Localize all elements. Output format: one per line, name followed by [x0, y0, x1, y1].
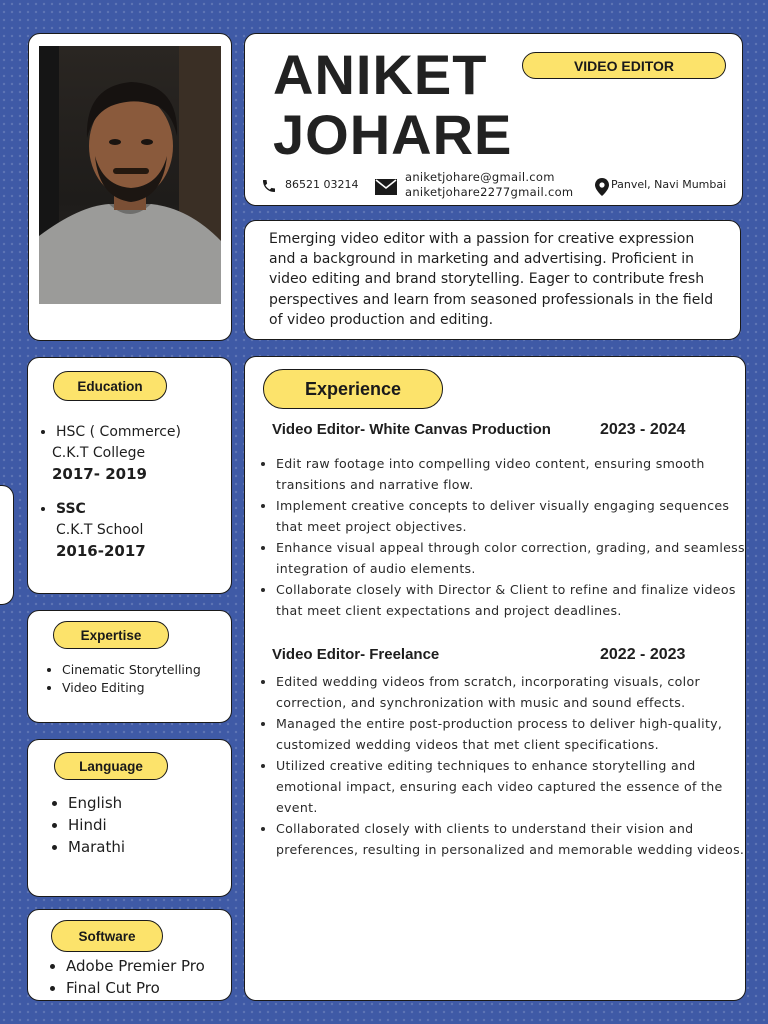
mail-icon — [375, 179, 397, 199]
job-point: • Edited wedding videos from scratch, incorporating visuals, color correction, and synchronization with music and sound effects. — [276, 671, 750, 713]
job-role: Video Editor- White Canvas Production — [272, 421, 551, 438]
education-list — [42, 422, 241, 562]
software-list — [52, 955, 246, 999]
language-list — [54, 792, 238, 858]
phone-icon — [261, 178, 277, 198]
software-card — [27, 909, 232, 1001]
expertise-card — [27, 610, 232, 723]
header-card — [244, 33, 743, 206]
software-title: Software — [51, 920, 163, 952]
experience-card — [244, 356, 746, 1001]
education-degree: • SSC — [56, 501, 86, 517]
job-point: • Enhance visual appeal through color correction, grading, and seamless integration of audio elements. — [276, 537, 750, 579]
email-secondary: aniketjohare2277gmail.com — [405, 185, 574, 199]
experience-title: Experience — [263, 369, 443, 409]
email-primary: aniketjohare@gmail.com — [405, 170, 555, 184]
software-item: • Adobe Premier Pro — [66, 955, 246, 977]
language-item: • English — [68, 792, 238, 814]
job-role: Video Editor- Freelance — [272, 646, 440, 663]
job-points — [262, 453, 750, 621]
education-degree: • HSC ( Commerce) — [56, 424, 182, 440]
education-item — [52, 422, 241, 485]
expertise-item: • Video Editing — [62, 679, 244, 697]
summary-card — [244, 220, 741, 340]
education-title: Education — [53, 371, 167, 401]
language-card — [27, 739, 232, 897]
role-badge: VIDEO EDITOR — [522, 52, 726, 79]
education-school: C.K.T School — [56, 522, 144, 538]
language-item: • Hindi — [68, 814, 238, 836]
location-icon — [595, 178, 609, 200]
education-years: 2016-2017 — [56, 542, 146, 560]
phone-number: 86521 03214 — [285, 178, 359, 191]
education-years: 2017- 2019 — [52, 465, 147, 483]
location-text: Panvel, Navi Mumbai — [611, 178, 727, 191]
job-period: 2022 - 2023 — [600, 646, 686, 663]
software-item: • Final Cut Pro — [66, 977, 246, 999]
person-portrait-icon — [39, 46, 221, 304]
education-item — [56, 499, 241, 562]
education-school: C.K.T College — [52, 445, 146, 461]
expertise-list — [48, 661, 244, 697]
job-point: • Implement creative concepts to deliver visually engaging sequences that meet project objectives. — [276, 495, 750, 537]
job-period: 2023 - 2024 — [600, 421, 686, 438]
education-card — [27, 357, 232, 594]
last-name: JOHARE — [273, 103, 513, 166]
job-point: • Edit raw footage into compelling video content, ensuring smooth transitions and narrative flow. — [276, 453, 750, 495]
job-point: • Collaborated closely with clients to understand their vision and preferences, resulting in personalized and memorable wedding videos. — [276, 818, 750, 860]
expertise-item: • Cinematic Storytelling — [62, 661, 244, 679]
expertise-title: Expertise — [53, 621, 169, 649]
first-name: ANIKET — [273, 43, 488, 106]
profile-photo — [39, 46, 221, 304]
side-edge-card — [0, 485, 14, 605]
photo-card — [28, 33, 232, 341]
summary-text: Emerging video editor with a passion for creative expression and a background in marketing and advertising. Proficient in video editing and brand storytelling. Eager to contribute fresh perspectives and learn from seasoned professionals in the field of video production and editing. — [269, 231, 714, 328]
job-point: • Utilized creative editing techniques to enhance storytelling and emotional impact, ensuring each video captured the essence of the event. — [276, 755, 750, 818]
language-item: • Marathi — [68, 836, 238, 858]
job-points — [262, 671, 750, 860]
job-point: • Managed the entire post-production process to deliver high-quality, customized wedding videos that met client specifications. — [276, 713, 750, 755]
job-point: • Collaborate closely with Director & Client to refine and finalize videos that meet client expectations and project deadlines. — [276, 579, 750, 621]
language-title: Language — [54, 752, 168, 780]
